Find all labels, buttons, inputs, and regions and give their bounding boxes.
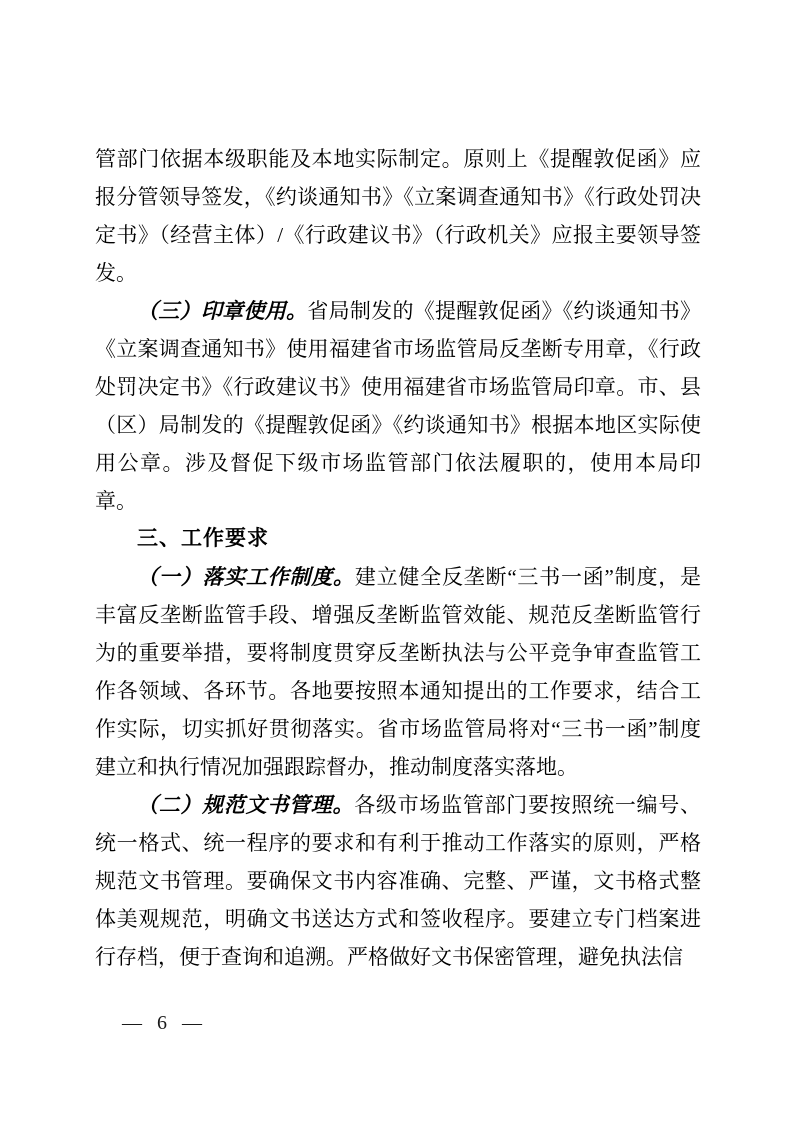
paragraph-body-work-system: 建立健全反垄断“三书一函”制度，是丰富反垄断监管手段、增强反垄断监管效能、规范反垄断监管行为的重要举措，要将制度贯穿反垄断执法与公平竞争审查监管工作各领域、各环节。各地要按照本通知提出的工作要求，结合工作实际，切实抓好贯彻落实。省市场监管局将对“三书一函”制度建立和执行情况加强跟踪督办，推动制度落实落地。 — [95, 565, 702, 779]
paragraph-body-seal-usage: 省局制发的《提醒敦促函》《约谈通知书》《立案调查通知书》使用福建省市场监管局反垄断专用章，《行政处罚决定书》《行政建议书》使用福建省市场监管局印章。市、县（区）局制发的《提醒敦促函》《约谈通知书》根据本地区实际使用公章。涉及督促下级市场监管部门依法履职的，使用本局印章。 — [95, 299, 702, 513]
paragraph-lead-seal-usage: （三）印章使用。 — [137, 299, 308, 323]
paragraph-work-system — [95, 558, 701, 786]
page-number: — 6 — — [122, 1012, 207, 1034]
paragraph-lead-work-system: （一）落实工作制度。 — [137, 565, 355, 589]
section-heading-work-requirements: 三、工作要求 — [137, 527, 269, 550]
paragraph-seal-usage — [95, 292, 701, 520]
paragraph-body-document-management: 各级市场监管部门要按照统一编号、统一格式、统一程序的要求和有利于推动工作落实的原则，严格规范文书管理。要确保文书内容准确、完整、严谨，文书格式整体美观规范，明确文书送达方式和签收程序。要建立专门档案进行存档，便于查询和追溯。严格做好文书保密管理，避免执法信 — [95, 793, 702, 969]
paragraph-document-management — [95, 786, 701, 976]
document-content — [95, 140, 701, 976]
paragraph-signing-authority-continuation: 管部门依据本级职能及本地实际制定。原则上《提醒敦促函》应报分管领导签发，《约谈通知书》《立案调查通知书》《行政处罚决定书》（经营主体）/《行政建议书》（行政机关》应报主要领导签发。 — [95, 147, 701, 285]
paragraph-lead-document-management: （二）规范文书管理。 — [137, 793, 355, 817]
